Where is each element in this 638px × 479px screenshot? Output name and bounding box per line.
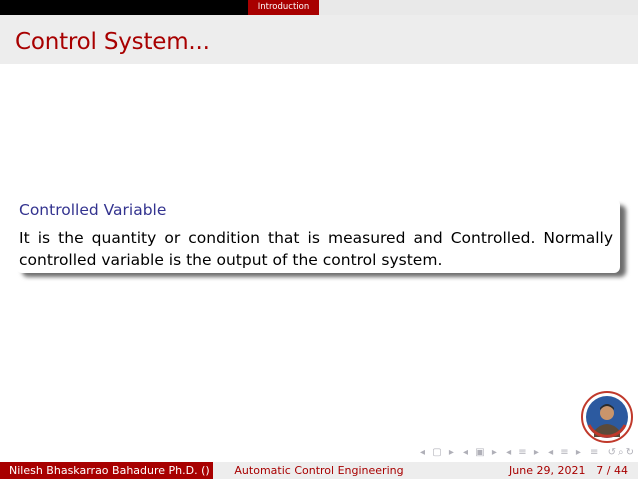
section-tab-introduction[interactable]: Introduction bbox=[248, 0, 319, 15]
block-body: It is the quantity or condition that is measured and Controlled. Normally controlled variable is the output of the control system. bbox=[19, 229, 613, 269]
footer-date: June 29, 2021 bbox=[509, 464, 586, 477]
footer-date-page-box bbox=[425, 462, 638, 479]
top-nav-bar bbox=[0, 0, 638, 15]
footer-page-number: 7 / 44 bbox=[596, 464, 628, 477]
footer-course: Automatic Control Engineering bbox=[213, 462, 425, 479]
footer-author-box bbox=[0, 462, 213, 479]
top-nav-right bbox=[319, 0, 638, 15]
nav-subsubsection-icon[interactable]: ◂ ≡ ▸ bbox=[548, 447, 583, 458]
beamer-navigation bbox=[420, 447, 638, 459]
nav-subsection-icon[interactable]: ◂ ▣ ▸ bbox=[463, 447, 499, 458]
footer-author: Nilesh Bhaskarrao Bahadure Ph.D. () bbox=[9, 464, 210, 477]
nav-section-icon[interactable]: ◂ ≡ ▸ bbox=[506, 447, 541, 458]
nav-frame-icon[interactable]: ◂ ▢ ▸ bbox=[420, 447, 456, 458]
page-title: Control System... bbox=[15, 29, 210, 55]
nav-search-icon[interactable]: ↺⌕↻ bbox=[607, 447, 636, 458]
nav-align-icon[interactable]: ≡ bbox=[590, 447, 601, 458]
block-title: Controlled Variable bbox=[19, 201, 167, 219]
logo-icon bbox=[581, 391, 633, 443]
footer-bar bbox=[0, 462, 638, 479]
